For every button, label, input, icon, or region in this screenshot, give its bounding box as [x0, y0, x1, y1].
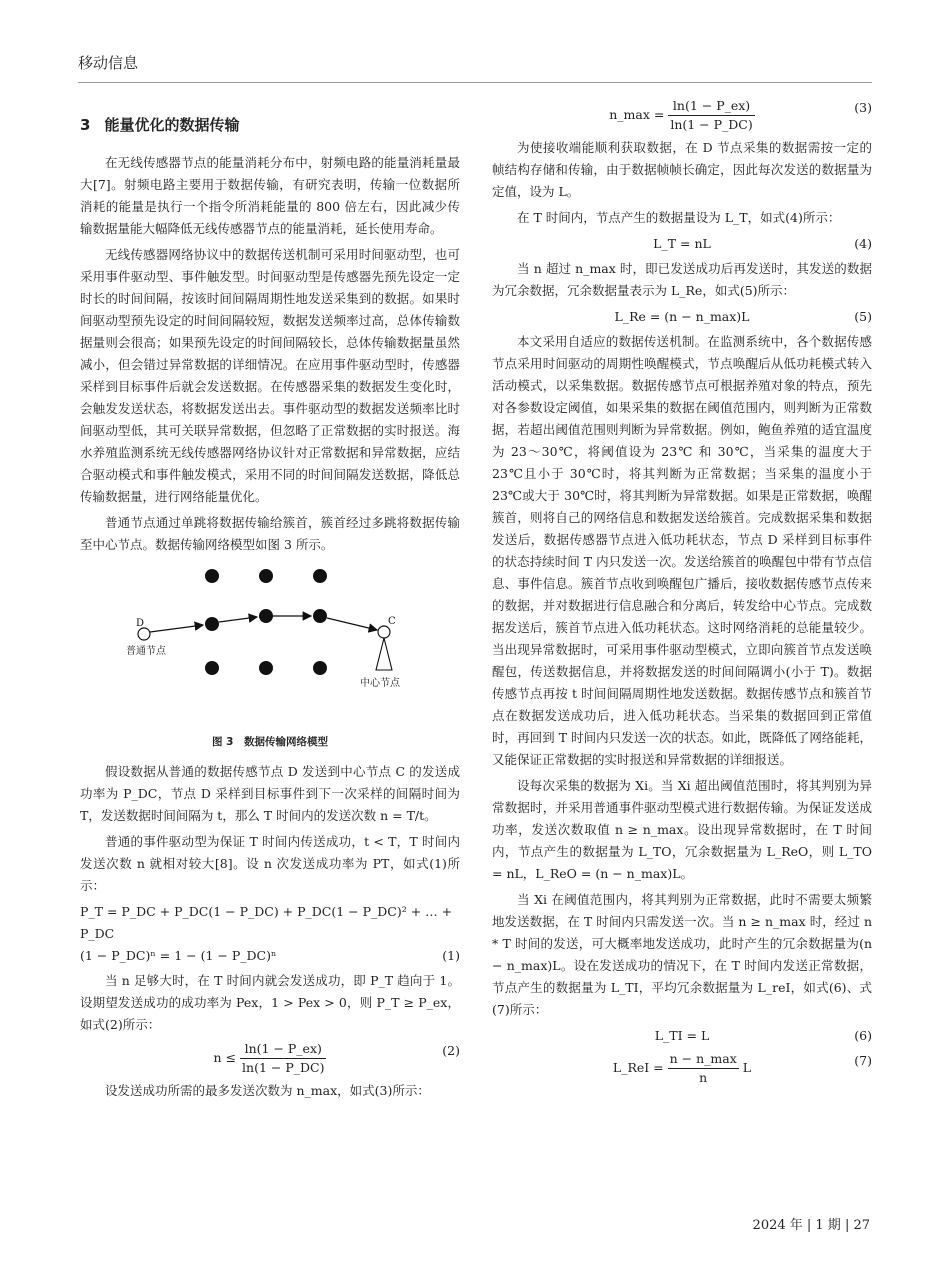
header-divider — [78, 82, 872, 83]
equation-7-numerator: n − n_max — [668, 1050, 739, 1069]
cluster-node — [259, 661, 273, 675]
arrow — [219, 617, 257, 622]
equation-6 — [492, 1025, 872, 1047]
left-paragraph-3: 普通节点通过单跳将数据传输给簇首，簇首经过多跳将数据传输至中心节点。数据传输网络模型如图 3 所示。 — [80, 515, 460, 552]
equation-6-number: (6) — [854, 1028, 872, 1043]
equation-3-denominator: ln(1 − P_DC) — [670, 117, 753, 132]
right-paragraph-5: 设每次采集的数据为 Xi。当 Xi 超出阈值范围时，将其判别为异常数据时，并采用普通事件驱动型模式进行数据传输。为保证发送成功率，发送次数取值 n ≥ n_max。设出现异常数据时，在 T 时间内，节点产生的数据量为 L_TO，冗余数据量为 L_ReO，则 L_TO = nL，L_ReO = (n − n_max)L。 — [492, 778, 872, 881]
label-center-node: 中心节点 — [360, 678, 400, 689]
page-footer: 2024 年 | 1 期 | 27 — [752, 1218, 870, 1233]
equation-6-body: L_TI = L — [654, 1028, 710, 1043]
cluster-node — [259, 569, 273, 583]
equation-5-number: (5) — [854, 309, 872, 324]
equation-2 — [80, 1040, 460, 1077]
left-paragraph-6: 当 n 足够大时，在 T 时间内就会发送成功，即 P_T 趋向于 1。设期望发送成功的成功率为 Pex，1 > Pex > 0，则 P_T ≥ P_ex，如式(2)所示： — [80, 973, 460, 1032]
equation-2-lhs: n ≤ — [213, 1050, 237, 1065]
equation-1-line-a: P_T = P_DC + P_DC(1 − P_DC) + P_DC(1 − P_DC)² + … + P_DC — [80, 904, 453, 941]
section-number: 3 — [80, 116, 91, 134]
equation-7 — [492, 1050, 872, 1087]
left-paragraph-4: 假设数据从普通的数据传感节点 D 发送到中心节点 C 的发送成功率为 P_DC，节点 D 采样到目标事件到下一次采样的间隔时间为 T，发送数据时间间隔为 t，那么 T 时间内的发送次数 n = T/t。 — [80, 764, 460, 823]
equation-2-fraction — [240, 1040, 326, 1077]
journal-header: 移动信息 — [78, 54, 139, 72]
equation-4 — [492, 233, 872, 255]
equation-7-denominator: n — [699, 1070, 708, 1085]
equation-3-lhs: n_max = — [609, 107, 665, 122]
cluster-node — [313, 661, 327, 675]
equation-3-numerator: ln(1 − P_ex) — [668, 97, 754, 116]
equation-4-number: (4) — [854, 236, 872, 251]
right-paragraph-2: 在 T 时间内，节点产生的数据量设为 L_T，如式(4)所示： — [517, 210, 841, 225]
equation-2-number: (2) — [442, 1043, 460, 1058]
figure-3 — [80, 562, 460, 753]
section-title — [80, 114, 460, 136]
source-node-d — [138, 628, 150, 640]
right-paragraph-6: 当 Xi 在阈值范围内，将其判别为正常数据，此时不需要太频繁地发送数据，在 T 时间内只需发送一次。当 n ≥ n_max 时，经过 n * T 时间的发送，可大概率地发送成功，此时产生的冗余数据量为(n − n_max)L。设在发送成功的情况下，在 T 时间内发送正常数据，节点产生的数据量为 L_TI，平均冗余数据量为 L_reI，如式(6)、式(7)所示： — [492, 892, 872, 1017]
right-column — [492, 94, 872, 1090]
section-title-text: 能量优化的数据传输 — [104, 116, 240, 134]
left-paragraph-7: 设发送成功所需的最多发送次数为 n_max，如式(3)所示： — [105, 1083, 430, 1098]
equation-7-lhs: L_ReI = — [612, 1060, 664, 1075]
cluster-node — [205, 661, 219, 675]
cluster-node — [313, 569, 327, 583]
right-paragraph-3: 当 n 超过 n_max 时，即已发送成功后再发送时，其发送的数据为冗余数据，冗余数据量表示为 L_Re，如式(5)所示： — [492, 261, 872, 298]
equation-2-numerator: ln(1 − P_ex) — [240, 1040, 326, 1059]
right-paragraph-4: 本文采用自适应的数据传送机制。在监测系统中，各个数据传感节点采用时间驱动的周期性唤醒模式，节点唤醒后从低功耗模式转入活动模式，以采集数据。数据传感节点可根据养殖对象的特点，预先对各参数设定阈值，如果采集的数据在阈值范围内，则判断为正常数据，若超出阈值范围则判断为异常数据。例如，鲍鱼养殖的适宜温度为 23～30℃，将阈值设为 23℃ 和 30℃，当采集的温度大于 23℃且小于 30℃时，将其判断为正常数据；当采集的温度小于 23℃或大于 30℃时，将其判断为异常数据。如果是正常数据，唤醒簇首，则将自己的网络信息和数据发送给簇首。完成数据采集和数据发送后，数据传感器节点进入低功耗状态，节点 D 采样到目标事件的状态持续时间 T 内只发送一次。发送给簇首的唤醒包中带有节点信息、事件信息。簇首节点收到唤醒包广播后，接收数据传感节点传来的数据，并对数据进行信息融合和分离后，转发给中心节点。完成数据发送后，簇首节点进入低功耗状态。这时网络消耗的总能量较少。当出现异常数据时，可采用事件驱动型模式，立即向簇首节点发送唤醒包，传送数据信息，并将数据发送的时间间隔调小(小于 T)。数据传感节点再按 t 时间间隔周期性地发送数据。数据传感节点和簇首节点在数据发送成功后，进入低功耗状态。当采集的数据回到正常值时，再回到 T 时间内只发送一次的状态。如此，既降低了网络能耗，又能保证正常数据的实时报送和异常数据的详细报送。 — [492, 334, 872, 767]
equation-7-rhs: L — [742, 1060, 752, 1075]
arrow — [150, 625, 203, 632]
center-node-c — [378, 626, 390, 638]
equation-1-line-b: (1 − P_DC)ⁿ = 1 − (1 − P_DC)ⁿ — [80, 948, 277, 963]
right-paragraph-1: 为使接收端能顺利获取数据，在 D 节点采集的数据需按一定的帧结构存储和传输，由于数据帧帧长确定，因此每次发送的数据量为定值，设为 L。 — [492, 140, 872, 199]
label-normal-node: 普通节点 — [126, 646, 166, 657]
equation-3 — [492, 97, 872, 134]
network-model-diagram — [120, 562, 420, 722]
equation-2-denominator: ln(1 − P_DC) — [242, 1060, 325, 1075]
equation-5-body: L_Re = (n − n_max)L — [614, 309, 750, 324]
equation-3-fraction — [668, 97, 754, 134]
figure-caption: 图 3 数据传输网络模型 — [212, 736, 328, 748]
equation-7-number: (7) — [854, 1053, 872, 1068]
cluster-node — [313, 609, 327, 623]
equation-5 — [492, 306, 872, 328]
left-paragraph-1: 在无线传感器节点的能量消耗分布中，射频电路的能量消耗量最大[7]。射频电路主要用于数据传输，有研究表明，传输一位数据所消耗的能量是执行一个指令所消耗能量的 800 倍左右，因此减少传输数据量能大幅降低无线传感器节点的能量消耗，延长使用寿命。 — [80, 155, 460, 236]
equation-1-number: (1) — [442, 948, 460, 963]
arrow — [327, 618, 377, 630]
label-d: D — [136, 618, 145, 629]
cluster-node — [205, 569, 219, 583]
equation-4-body: L_T = nL — [653, 236, 711, 251]
equation-7-fraction — [668, 1050, 739, 1087]
equation-1 — [80, 901, 460, 967]
equation-3-number: (3) — [854, 100, 872, 115]
center-node-antenna — [376, 638, 392, 670]
cluster-node — [259, 609, 273, 623]
left-paragraph-2: 无线传感器网络协议中的数据传送机制可采用时间驱动型，也可采用事件驱动型、事件触发型。时间驱动型是传感器先预先设定一定时长的时间间隔，按该时间间隔周期性地发送采集到的数据。如果时间驱动型预先设定的时间间隔较短，数据发送频率过高，总体传输数据量则会很高；如果预先设定的时间间隔较长，总体传输数据量虽然减小，但会错过异常数据的详细情况。在应用事件驱动型时，传感器采样到目标事件后就会发送数据。在传感器采集的数据发生变化时，会触发发送状态，将数据发送出去。事件驱动型的数据发送频率比时间驱动型低，其可关联异常数据，但忽略了正常数据的实时报送。海水养殖监测系统无线传感器网络协议针对正常数据和异常数据，应结合驱动模式和事件触发模式，采用不同的时间间隔发送数据，降低总传输数据量，进行网络能量优化。 — [80, 247, 460, 504]
left-column — [80, 108, 460, 1106]
left-paragraph-5: 普通的事件驱动型为保证 T 时间内传送成功，t < T，T 时间内发送次数 n 就相对较大[8]。设 n 次发送成功率为 PT，如式(1)所示： — [80, 834, 460, 893]
label-c: C — [388, 616, 396, 627]
cluster-node — [205, 617, 219, 631]
